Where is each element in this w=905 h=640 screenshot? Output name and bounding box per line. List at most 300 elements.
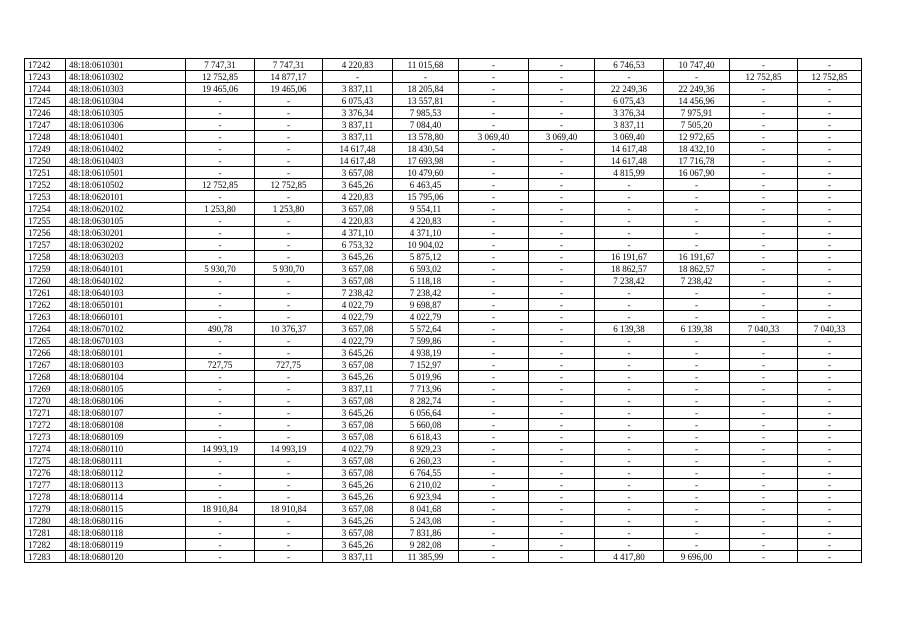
table-cell: 8 282,74 [393,395,459,407]
table-cell: - [529,527,595,539]
table-cell: - [459,383,529,395]
table-cell: 16 191,67 [664,251,730,263]
table-cell: - [664,383,730,395]
table-cell: - [798,119,862,131]
table-cell: 17242 [25,59,66,71]
table-cell: 48:18:0610301 [66,59,186,71]
table-cell: - [255,155,323,167]
table-cell: 6 463,45 [393,179,459,191]
table-cell: 6 139,38 [595,323,664,335]
table-cell: - [529,431,595,443]
table-cell: - [529,179,595,191]
table-cell: - [255,479,323,491]
table-cell: 48:18:0610502 [66,179,186,191]
table-cell: 17 716,78 [664,155,730,167]
table-cell: 48:18:0640101 [66,263,186,275]
table-cell: - [798,95,862,107]
table-cell: - [730,83,798,95]
table-cell: - [730,215,798,227]
table-cell: - [798,215,862,227]
table-cell: - [798,83,862,95]
table-cell: - [186,251,255,263]
table-row [25,455,862,467]
table-cell: 48:18:0680107 [66,407,186,419]
table-cell: - [798,515,862,527]
table-cell: 17246 [25,107,66,119]
table-cell: 48:18:0680101 [66,347,186,359]
table-cell: 48:18:0660101 [66,311,186,323]
table-cell: 8 041,68 [393,503,459,515]
table-cell: - [595,71,664,83]
table-cell: 18 910,84 [255,503,323,515]
table-row [25,239,862,251]
table-cell: 17273 [25,431,66,443]
table-row [25,527,862,539]
table-cell: - [255,419,323,431]
table-cell: - [595,299,664,311]
table-cell: - [595,335,664,347]
table-cell: - [459,479,529,491]
table-cell: - [664,539,730,551]
table-cell: 48:18:0610302 [66,71,186,83]
table-cell: 7 975,91 [664,107,730,119]
table-cell: 7 238,42 [664,275,730,287]
table-cell: 17281 [25,527,66,539]
table-cell: 10 479,60 [393,167,459,179]
table-cell: 7 084,40 [393,119,459,131]
table-cell: 14 877,17 [255,71,323,83]
table-row [25,551,862,563]
table-cell: 17256 [25,227,66,239]
table-cell: 11 385,99 [393,551,459,563]
table-cell: 19 465,06 [186,83,255,95]
table-cell: 8 929,23 [393,443,459,455]
table-cell: - [529,503,595,515]
table-row [25,503,862,515]
table-cell: 3 657,08 [323,323,393,335]
table-cell: 48:18:0680115 [66,503,186,515]
table-cell: 17280 [25,515,66,527]
table-cell: - [255,287,323,299]
table-cell: 3 657,08 [323,359,393,371]
table-cell: - [529,143,595,155]
table-cell: - [186,371,255,383]
table-cell: - [459,143,529,155]
table-row [25,191,862,203]
table-row [25,83,862,95]
table-cell: - [730,467,798,479]
table-cell: - [664,395,730,407]
table-cell: - [186,347,255,359]
table-cell: 48:18:0640103 [66,287,186,299]
table-cell: - [459,407,529,419]
table-cell: - [186,131,255,143]
table-cell: - [186,95,255,107]
table-cell: - [529,551,595,563]
table-cell: 48:18:0630203 [66,251,186,263]
table-cell: - [730,299,798,311]
table-cell: 3 657,08 [323,455,393,467]
table-cell: - [798,551,862,563]
table-cell: - [664,299,730,311]
table-cell: 4 938,19 [393,347,459,359]
table-cell: 48:18:0610305 [66,107,186,119]
table-cell: 17278 [25,491,66,503]
table-cell: - [186,287,255,299]
table-cell: 3 069,40 [529,131,595,143]
table-cell: - [529,203,595,215]
table-cell: - [255,395,323,407]
table-cell: 1 253,80 [186,203,255,215]
table-cell: 6 139,38 [664,323,730,335]
table-cell: - [730,551,798,563]
table-cell: - [798,191,862,203]
table-cell: 14 993,19 [255,443,323,455]
table-cell: - [186,491,255,503]
table-cell: - [459,251,529,263]
table-cell: - [730,275,798,287]
table-cell: 3 657,08 [323,263,393,275]
table-cell: 3 069,40 [595,131,664,143]
table-cell: 727,75 [255,359,323,371]
table-cell: - [595,395,664,407]
table-cell: 17262 [25,299,66,311]
table-cell: - [730,239,798,251]
table-cell: 3 657,08 [323,467,393,479]
table-cell: 17267 [25,359,66,371]
table-cell: - [664,455,730,467]
table-cell: - [255,143,323,155]
table-cell: 5 118,18 [393,275,459,287]
table-cell: 5 660,08 [393,419,459,431]
table-cell: - [459,299,529,311]
table-cell: - [186,143,255,155]
table-cell: - [529,407,595,419]
table-cell: - [664,467,730,479]
table-cell: 48:18:0680119 [66,539,186,551]
table-cell: - [664,227,730,239]
table-cell: - [730,119,798,131]
table-cell: 13 578,80 [393,131,459,143]
table-cell: - [664,215,730,227]
table-cell: - [664,527,730,539]
table-cell: 4 815,99 [595,167,664,179]
table-cell: - [595,239,664,251]
table-cell: - [730,479,798,491]
table-row [25,287,862,299]
table-cell: 48:18:0680108 [66,419,186,431]
table-cell: 17276 [25,467,66,479]
table-cell: - [529,191,595,203]
table-cell: 17260 [25,275,66,287]
table-cell: - [730,59,798,71]
table-cell: 13 557,81 [393,95,459,107]
table-cell: - [186,275,255,287]
table-cell: 17261 [25,287,66,299]
table-cell: - [664,239,730,251]
table-cell: - [730,503,798,515]
table-cell: 48:18:0680112 [66,467,186,479]
table-row [25,167,862,179]
table-cell: - [529,287,595,299]
table-cell: - [664,443,730,455]
table-cell: - [798,251,862,263]
table-cell: 3 837,11 [323,119,393,131]
table-cell: - [730,383,798,395]
table-cell: - [595,407,664,419]
table-cell: 9 282,08 [393,539,459,551]
table-row [25,203,862,215]
table-cell: 16 067,90 [664,167,730,179]
table-cell: - [255,251,323,263]
table-cell: - [798,527,862,539]
data-table [24,58,862,563]
table-cell: - [186,419,255,431]
table-cell: - [730,203,798,215]
table-cell: - [529,119,595,131]
table-cell: - [664,479,730,491]
table-cell: 17248 [25,131,66,143]
table-cell: - [186,455,255,467]
table-cell: 9 554,11 [393,203,459,215]
table-row [25,479,862,491]
table-cell: - [459,119,529,131]
table-cell: - [186,407,255,419]
table-cell: - [664,203,730,215]
table-cell: - [255,335,323,347]
table-cell: - [595,503,664,515]
table-cell: - [664,419,730,431]
table-cell: - [730,107,798,119]
table-cell: - [664,191,730,203]
table-cell: - [255,215,323,227]
table-cell: - [664,179,730,191]
table-cell: 3 837,11 [323,131,393,143]
table-cell: - [529,167,595,179]
table-cell: - [664,491,730,503]
table-cell: 3 657,08 [323,419,393,431]
table-cell: - [459,191,529,203]
table-cell: - [459,179,529,191]
table-cell: 17268 [25,371,66,383]
table-cell: 6 075,43 [323,95,393,107]
table-cell: - [393,71,459,83]
table-cell: 7 599,86 [393,335,459,347]
table-cell: 17271 [25,407,66,419]
table-cell: 7 505,20 [664,119,730,131]
table-cell: - [529,443,595,455]
table-cell: - [255,551,323,563]
table-cell: - [730,155,798,167]
table-cell: 18 862,57 [595,263,664,275]
table-cell: - [798,467,862,479]
table-cell: - [595,179,664,191]
table-cell: - [798,407,862,419]
table-cell: 48:18:0670102 [66,323,186,335]
table-cell: 18 862,57 [664,263,730,275]
table-cell: - [730,335,798,347]
table-cell: 48:18:0630202 [66,239,186,251]
table-cell: 17 693,98 [393,155,459,167]
table-cell: 3 645,26 [323,539,393,551]
table-cell: - [529,479,595,491]
table-cell: 7 152,97 [393,359,459,371]
table-cell: - [798,395,862,407]
table-cell: - [730,287,798,299]
table-cell: - [186,467,255,479]
table-cell: - [595,203,664,215]
table-cell: - [459,155,529,167]
table-cell: 7 747,31 [186,59,255,71]
table-cell: 18 432,10 [664,143,730,155]
table-cell: 7 040,33 [730,323,798,335]
table-cell: - [459,455,529,467]
table-cell: 10 747,40 [664,59,730,71]
table-cell: 19 465,06 [255,83,323,95]
table-cell: - [664,371,730,383]
table-cell: - [664,359,730,371]
table-cell: 18 910,84 [186,503,255,515]
table-cell: - [529,371,595,383]
table-cell: 17274 [25,443,66,455]
table-cell: 4 022,79 [323,299,393,311]
table-cell: - [798,443,862,455]
table-cell: - [186,239,255,251]
table-cell: - [529,491,595,503]
table-cell: - [255,167,323,179]
table-cell: 7 238,42 [393,287,459,299]
table-cell: 17282 [25,539,66,551]
table-cell: - [186,107,255,119]
table-cell: 4 022,79 [323,335,393,347]
table-cell: - [186,515,255,527]
table-cell: - [798,131,862,143]
table-cell: - [255,407,323,419]
table-cell: - [255,95,323,107]
table-cell: - [255,467,323,479]
table-cell: 4 371,10 [393,227,459,239]
table-cell: 17254 [25,203,66,215]
table-cell: - [798,455,862,467]
table-row [25,467,862,479]
table-cell: - [595,371,664,383]
table-cell: - [529,215,595,227]
table-cell: 6 753,32 [323,239,393,251]
table-cell: 48:18:0610402 [66,143,186,155]
table-cell: 12 752,85 [255,179,323,191]
table-cell: - [664,287,730,299]
table-cell: 48:18:0680120 [66,551,186,563]
table-cell: 7 713,96 [393,383,459,395]
table-cell: 17252 [25,179,66,191]
table-cell: - [730,431,798,443]
table-cell: - [529,263,595,275]
table-cell: - [459,419,529,431]
table-cell: - [459,263,529,275]
table-cell: - [529,239,595,251]
table-cell: - [459,323,529,335]
table-cell: - [529,359,595,371]
table-cell: - [664,335,730,347]
table-cell: - [730,191,798,203]
table-cell: - [459,371,529,383]
table-cell: - [595,227,664,239]
table-row [25,491,862,503]
table-cell: 17264 [25,323,66,335]
table-row [25,371,862,383]
table-cell: - [459,551,529,563]
table-cell: 14 456,96 [664,95,730,107]
table-cell: - [459,503,529,515]
table-cell: - [529,155,595,167]
table-cell: - [459,59,529,71]
table-cell: - [730,95,798,107]
table-cell: - [798,287,862,299]
table-cell: - [730,347,798,359]
table-cell: - [459,215,529,227]
table-cell: - [529,383,595,395]
table-row [25,275,862,287]
table-cell: - [529,299,595,311]
table-cell: - [730,395,798,407]
table-cell: 9 696,00 [664,551,730,563]
table-cell: 6 746,53 [595,59,664,71]
table-cell: - [255,299,323,311]
table-cell: - [529,275,595,287]
table-row [25,215,862,227]
table-cell: 6 593,02 [393,263,459,275]
table-cell: 48:18:0680103 [66,359,186,371]
table-cell: 4 417,80 [595,551,664,563]
table-cell: - [798,539,862,551]
table-cell: - [459,287,529,299]
table-cell: 3 657,08 [323,395,393,407]
table-cell: 3 837,11 [323,83,393,95]
table-cell: - [730,131,798,143]
table-cell: 3 645,26 [323,407,393,419]
table-cell: - [664,503,730,515]
table-cell: - [459,203,529,215]
table-cell: 7 238,42 [323,287,393,299]
table-cell: 9 698,87 [393,299,459,311]
table-cell: - [730,515,798,527]
table-cell: - [798,203,862,215]
table-cell: - [186,551,255,563]
table-cell: - [255,311,323,323]
table-cell: - [529,539,595,551]
table-cell: - [529,83,595,95]
table-cell: 14 617,48 [323,143,393,155]
table-cell: - [798,143,862,155]
table-cell: - [255,527,323,539]
table-cell: - [664,515,730,527]
table-cell: - [595,455,664,467]
table-row [25,515,862,527]
table-cell: 3 645,26 [323,347,393,359]
table-cell: 12 752,85 [186,179,255,191]
table-cell: - [529,515,595,527]
table-cell: 11 015,68 [393,59,459,71]
table-cell: 48:18:0680118 [66,527,186,539]
table-cell: 6 056,64 [393,407,459,419]
table-cell: 6 260,23 [393,455,459,467]
table-cell: - [255,347,323,359]
table-cell: 5 572,64 [393,323,459,335]
table-cell: 17277 [25,479,66,491]
table-cell: 17272 [25,419,66,431]
table-cell: 22 249,36 [664,83,730,95]
table-cell: - [529,323,595,335]
